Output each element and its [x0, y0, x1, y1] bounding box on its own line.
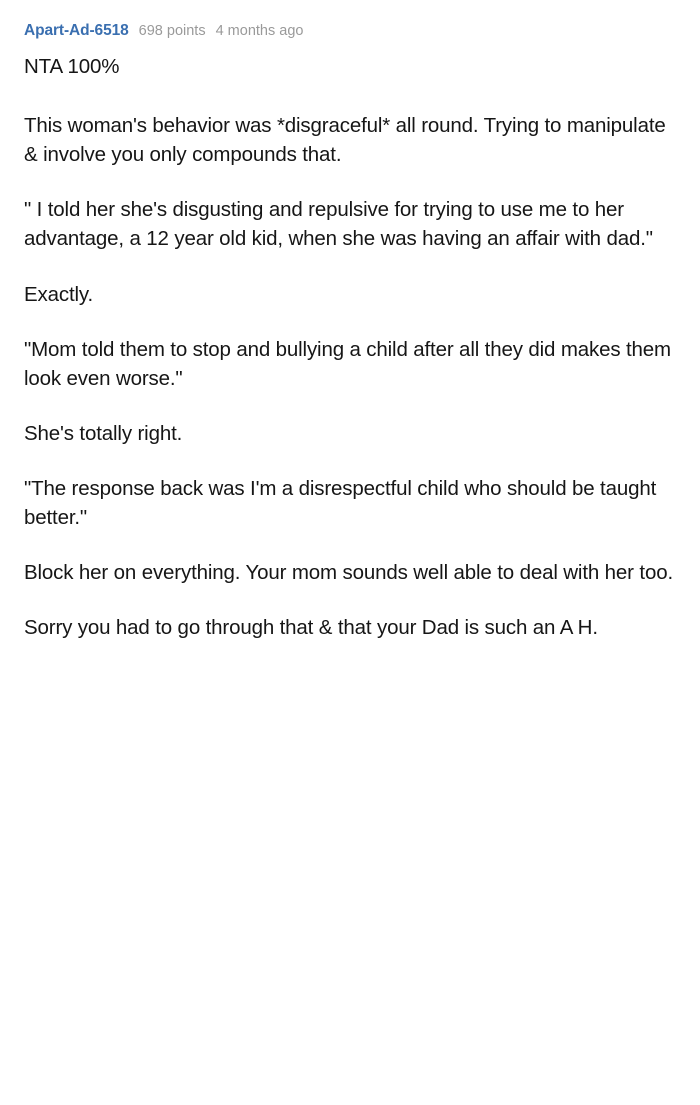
comment-paragraph: Block her on everything. Your mom sounds well able to deal with her too. [24, 561, 673, 585]
comment-paragraph: Exactly. [24, 282, 94, 306]
comment-paragraph: Sorry you had to go through that & that your Dad is such an A H. [24, 616, 598, 640]
comment-paragraph: She's totally right. [24, 421, 183, 445]
comment-paragraph: "Mom told them to stop and bullying a child after all they did makes them look even worse." [24, 337, 671, 390]
comment-header [24, 22, 676, 40]
comment-paragraph: NTA 100% [24, 55, 120, 78]
comment-points: 698 points [138, 23, 206, 39]
comment-paragraph: " I told her she's disgusting and repulsive for trying to use me to her advantage, a 12 year old kid, when she was having an affair with dad." [24, 198, 653, 251]
comment-author[interactable]: Apart-Ad-6518 [24, 22, 129, 39]
comment-paragraph: "The response back was I'm a disrespectful child who should be taught better." [24, 476, 657, 530]
comment-timestamp: 4 months ago [215, 23, 304, 39]
comment-paragraph: This woman's behavior was *disgraceful* all round. Trying to manipulate & involve you only compounds that. [24, 114, 666, 167]
comment-body [24, 52, 676, 642]
